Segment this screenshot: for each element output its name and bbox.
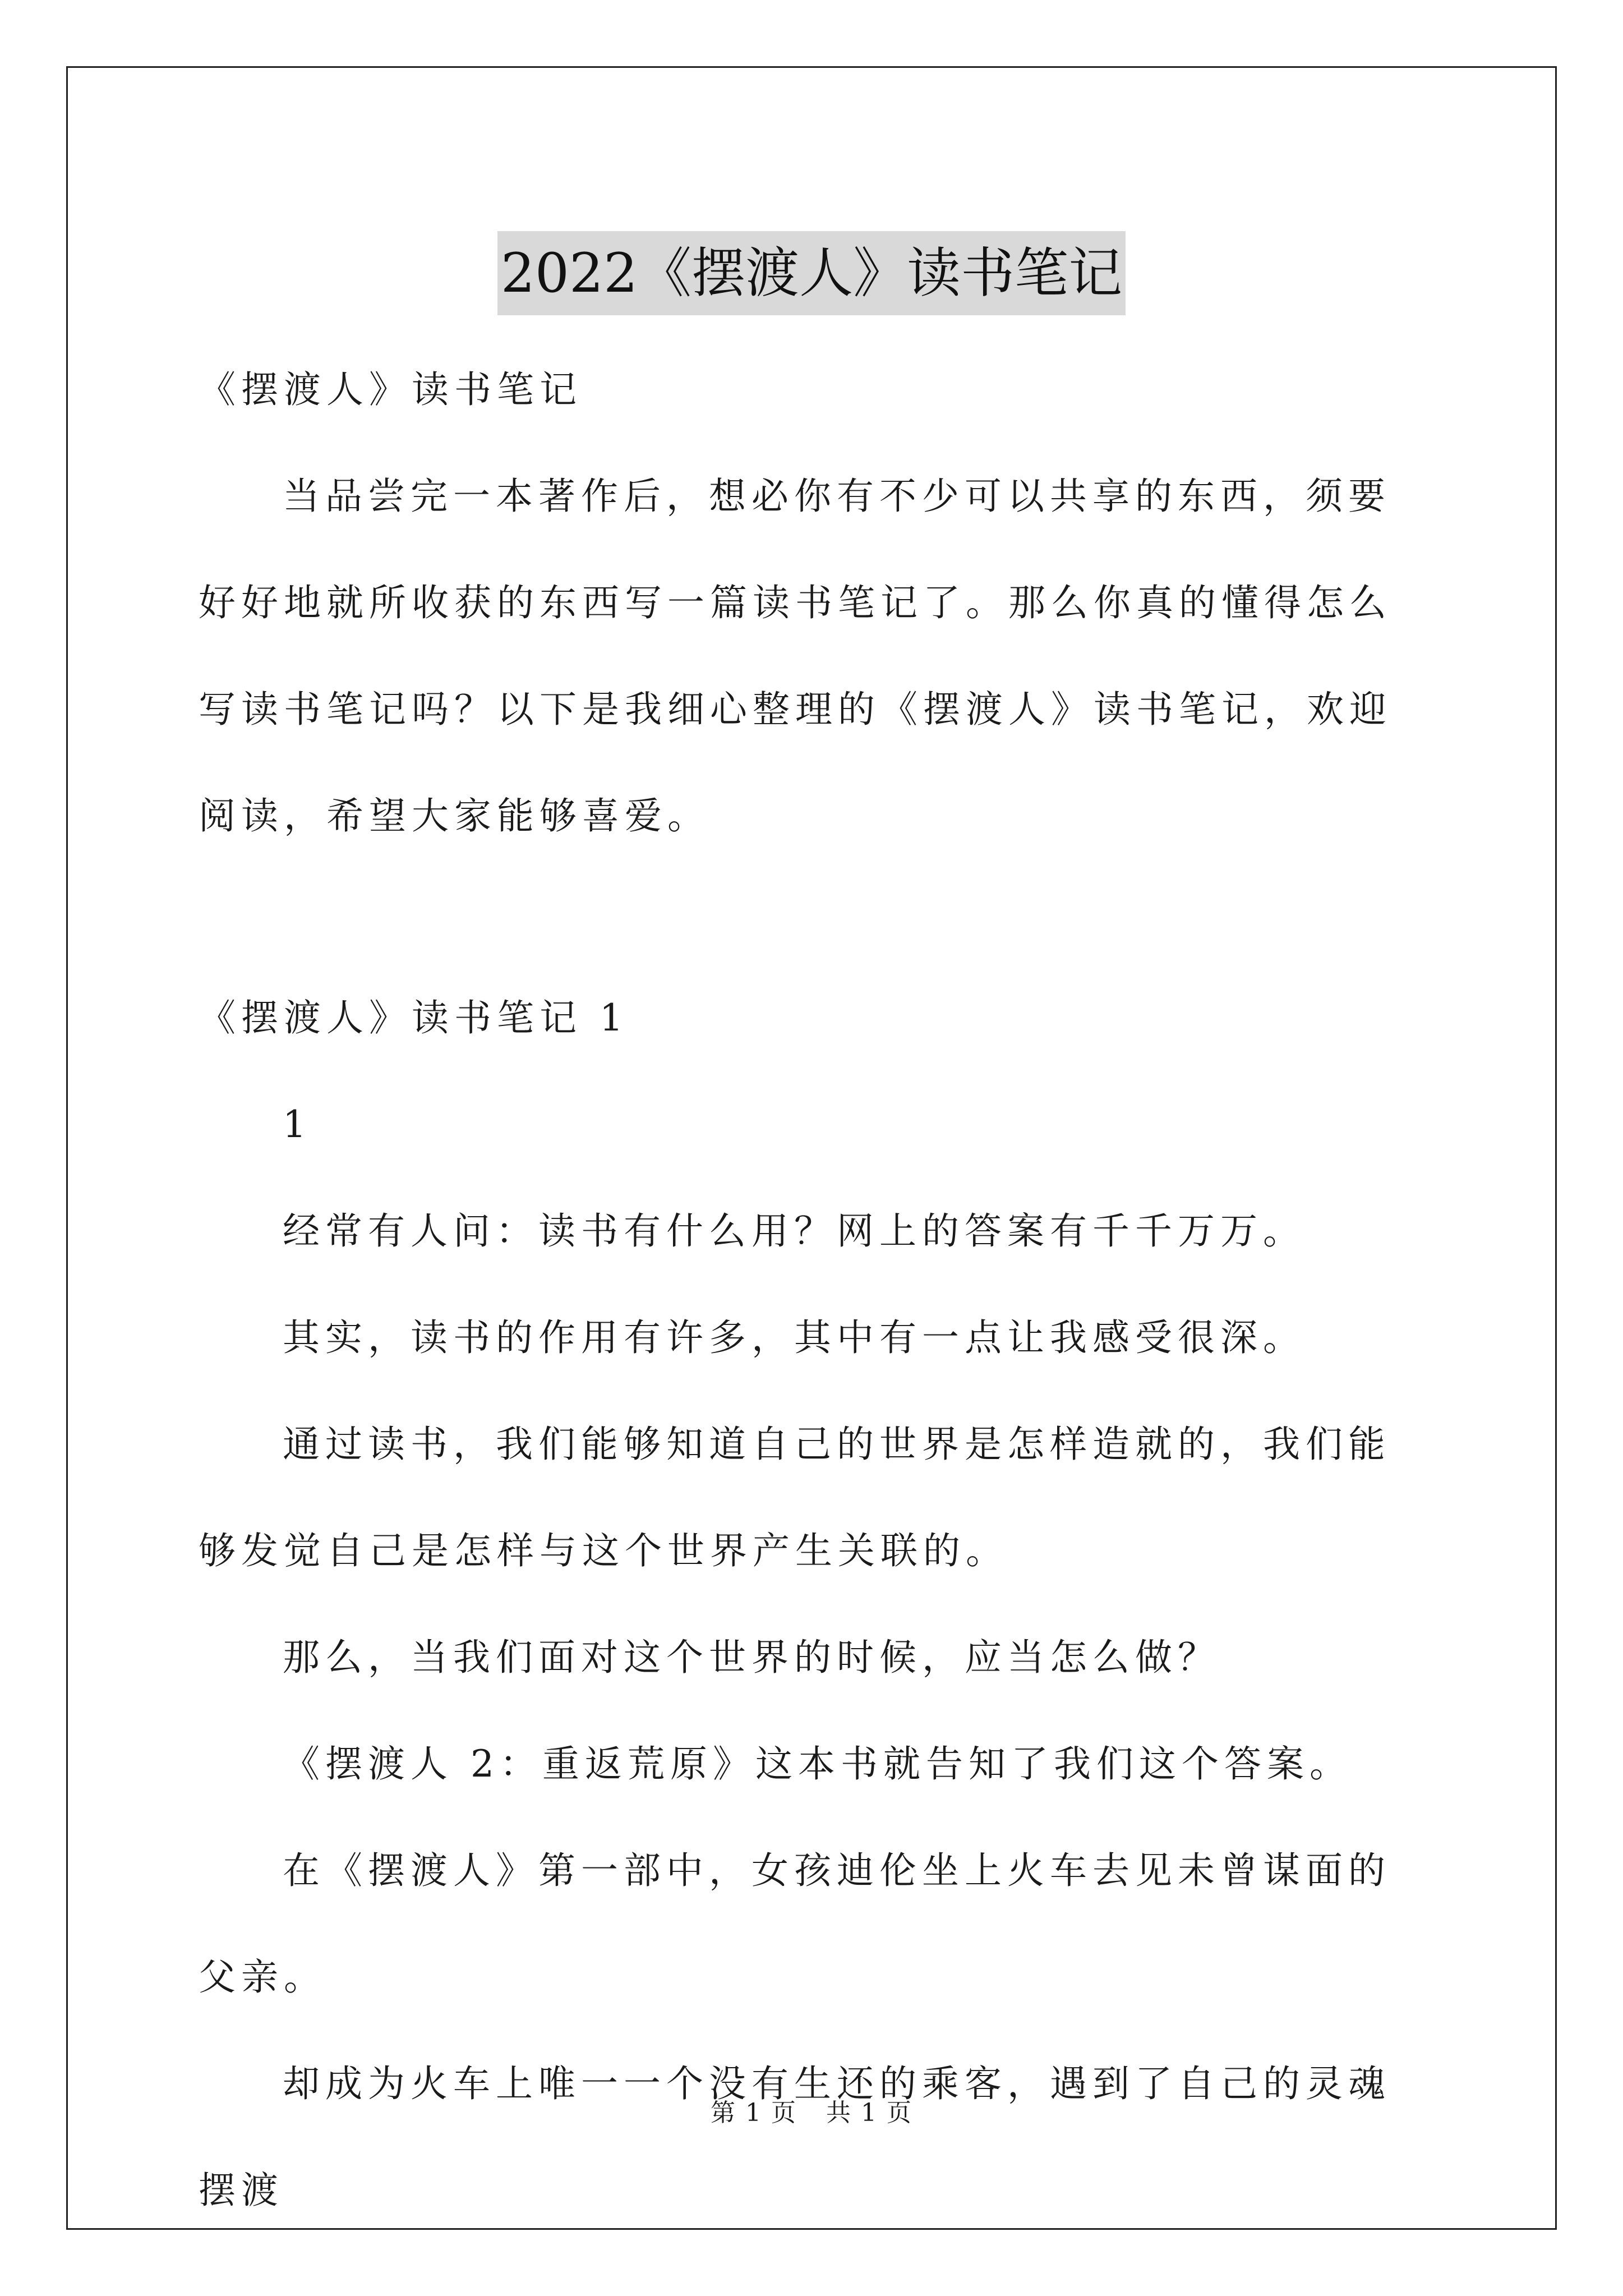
- body-paragraph: 经常有人问：读书有什么用？网上的答案有千千万万。: [283, 1209, 1306, 1253]
- page-total: 共 1 页: [826, 2099, 912, 2127]
- body-paragraph: 《摆渡人 2：重返荒原》这本书就告知了我们这个答案。: [283, 1742, 1352, 1786]
- page-footer: [0, 2092, 1623, 2128]
- intro-heading: 《摆渡人》读书笔记: [199, 368, 582, 411]
- section-heading: 《摆渡人》读书笔记 1: [199, 996, 629, 1039]
- body-paragraph: 却成为火车上唯一一个没有生还的乘客，遇到了自己的灵魂摆渡: [199, 2062, 1391, 2212]
- body-paragraph: 在《摆渡人》第一部中，女孩迪伦坐上火车去见未曾谋面的父亲。: [199, 1849, 1391, 1999]
- document-title: 2022《摆渡人》读书笔记: [497, 231, 1126, 315]
- body-paragraph: 那么，当我们面对这个世界的时候，应当怎么做？: [283, 1636, 1220, 1679]
- section-number: 1: [283, 1103, 312, 1146]
- title-area: [0, 195, 1623, 352]
- page-number: 第 1 页: [711, 2099, 797, 2127]
- body-paragraph: 通过读书，我们能够知道自己的世界是怎样造就的，我们能够发觉自己是怎样与这个世界产生关联的。: [199, 1423, 1391, 1572]
- intro-section: [199, 337, 1432, 869]
- intro-paragraph: 当品尝完一本著作后，想必你有不少可以共享的东西，须要好好地就所收获的东西写一篇读书笔记了。那么你真的懂得怎么写读书笔记吗？以下是我细心整理的《摆渡人》读书笔记，欢迎阅读，希望大家能够喜爱。: [199, 475, 1392, 838]
- section-1: [199, 965, 1432, 2244]
- body-paragraph: 其实，读书的作用有许多，其中有一点让我感受很深。: [283, 1316, 1306, 1359]
